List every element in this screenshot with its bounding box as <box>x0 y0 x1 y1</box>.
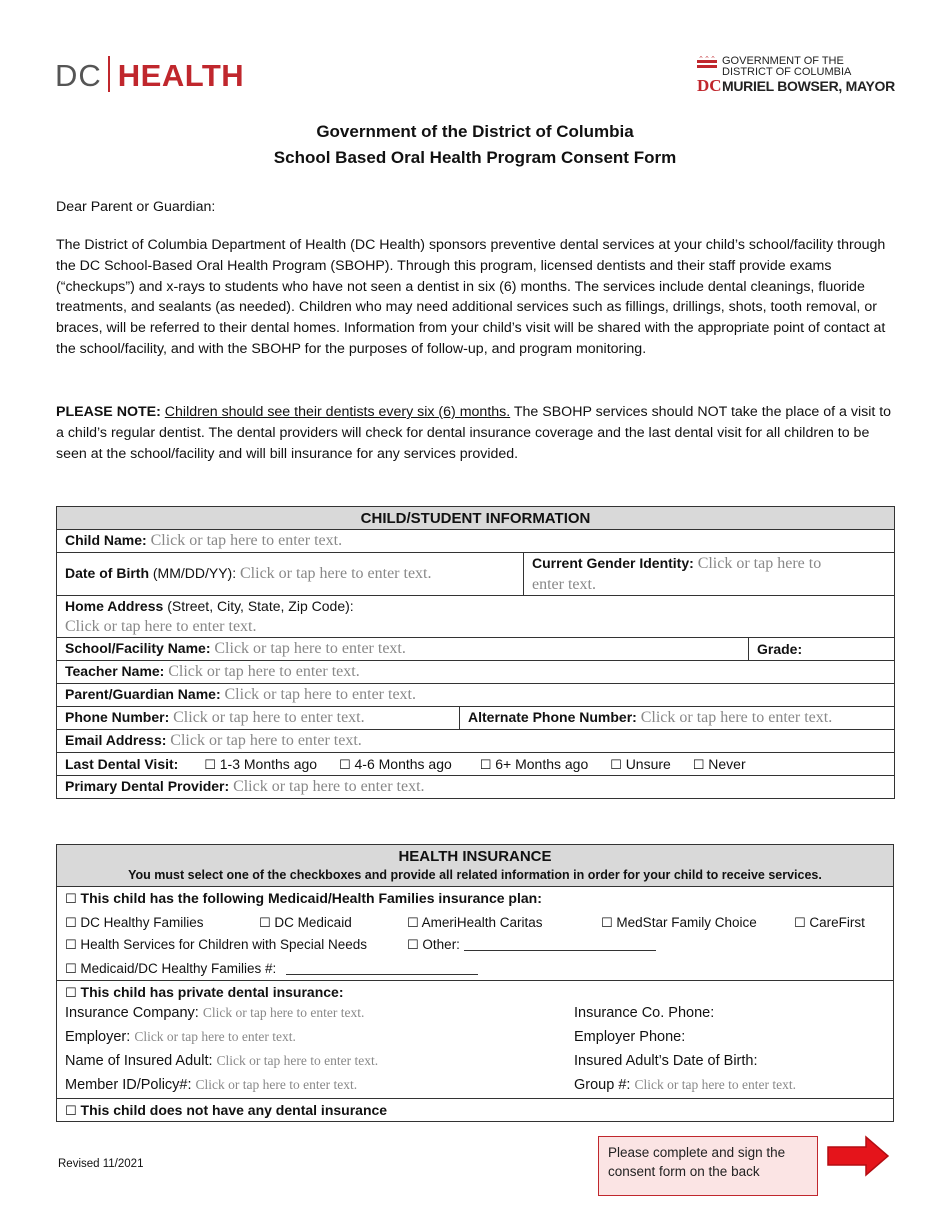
dob-field[interactable]: Date of Birth (MM/DD/YY): Click or tap here to enter text. <box>57 553 524 596</box>
gov-line-2: DISTRICT OF COLUMBIA <box>722 66 852 78</box>
last-visit-row: Last Dental Visit: ☐ 1-3 Months ago ☐ 4-6 Months ago ☐ 6+ Months ago ☐ Unsure ☐ Never <box>57 753 895 776</box>
child-info-table <box>56 506 895 799</box>
insurance-heading-cell <box>57 845 894 887</box>
school-field[interactable]: School/Facility Name: Click or tap here to enter text. <box>57 638 749 661</box>
visit-option-1-3-months[interactable]: ☐ 1-3 Months ago <box>204 755 318 773</box>
dc-government-logo <box>697 54 897 96</box>
plan-other[interactable]: ☐ Other: <box>407 937 656 953</box>
note-underlined: Children should see their dentists every six (6) months. <box>164 404 511 420</box>
insured-dob-field[interactable]: Insured Adult’s Date of Birth: <box>574 1053 758 1069</box>
plan-amerihealth[interactable]: ☐ AmeriHealth Caritas <box>407 915 543 931</box>
plan-dc-medicaid[interactable]: ☐ DC Medicaid <box>259 915 352 931</box>
medicaid-number-blank[interactable] <box>286 962 478 975</box>
medicaid-checkbox[interactable]: ☐ This child has the following Medicaid/Health Families insurance plan: <box>65 890 542 907</box>
revised-date: Revised 11/2021 <box>58 1158 144 1170</box>
arrow-right-icon <box>826 1135 890 1177</box>
phone-field[interactable]: Phone Number: Click or tap here to enter text. <box>57 707 460 730</box>
child-name-field[interactable]: Child Name: Click or tap here to enter text. <box>57 530 895 553</box>
employer-phone-field[interactable]: Employer Phone: <box>574 1029 686 1045</box>
note-paragraph <box>56 402 896 464</box>
medicaid-section <box>57 887 894 981</box>
address-field[interactable]: Home Address (Street, City, State, Zip Code): Click or tap here to enter text. <box>57 596 895 638</box>
gov-logo-dc: DC <box>697 76 722 95</box>
dc-health-logo <box>55 56 244 94</box>
visit-option-6-plus-months[interactable]: ☐ 6+ Months ago <box>479 755 589 773</box>
grade-field[interactable]: Grade: <box>749 638 895 661</box>
page-title: Government of the District of Columbia <box>316 122 634 141</box>
logo-dc-text: DC <box>55 58 102 93</box>
gov-line-1: GOVERNMENT OF THE <box>722 55 844 67</box>
private-insurance-checkbox[interactable]: ☐ This child has private dental insurance: <box>65 984 344 1001</box>
no-insurance-checkbox[interactable]: ☐ This child does not have any dental insurance <box>57 1099 894 1122</box>
visit-option-4-6-months[interactable]: ☐ 4-6 Months ago <box>338 755 452 773</box>
plan-dc-healthy-families[interactable]: ☐ DC Healthy Families <box>65 915 204 931</box>
note-rest: The SBOHP services should NOT take the place of a visit to a child’s regular dentist. The dental providers will check for dental insurance coverage and the last dental visit for all children to be seen at the school/facility and will bill insurance for any services provided. <box>56 404 892 462</box>
visit-option-unsure[interactable]: ☐ Unsure <box>610 755 671 773</box>
visit-option-never[interactable]: ☐ Never <box>692 755 746 773</box>
plan-special-needs[interactable]: ☐ Health Services for Children with Special Needs <box>65 937 368 953</box>
child-info-heading: CHILD/STUDENT INFORMATION <box>57 507 895 530</box>
group-number-field[interactable]: Group #: Click or tap here to enter text. <box>574 1077 797 1093</box>
dental-provider-field[interactable]: Primary Dental Provider: Click or tap here to enter text. <box>57 776 895 799</box>
plan-carefirst[interactable]: ☐ CareFirst <box>794 915 865 931</box>
dc-flag-icon <box>697 56 719 78</box>
insurance-company-field[interactable]: Insurance Company: Click or tap here to enter text. <box>65 1005 365 1021</box>
insurance-table <box>56 844 894 1122</box>
insured-name-field[interactable]: Name of Insured Adult: Click or tap here to enter text. <box>65 1053 379 1069</box>
other-blank[interactable] <box>464 938 656 951</box>
parent-field[interactable]: Parent/Guardian Name: Click or tap here to enter text. <box>57 684 895 707</box>
gov-mayor: MURIEL BOWSER, MAYOR <box>722 78 895 94</box>
email-field[interactable]: Email Address: Click or tap here to enter text. <box>57 730 895 753</box>
note-label: PLEASE NOTE: <box>56 404 161 420</box>
intro-paragraph: The District of Columbia Department of Health (DC Health) sponsors preventive dental services at your child’s school/facility through the DC School-Based Oral Health Program (SBOHP). Through this program, licensed dentists and their staff provide exams (“checkups”) and x-rays to students who have not seen a dentist in six (6) months. The services include dental cleanings, fluoride treatments, and sealants (as needed). Children who may need additional services such as fillings, drillings, shots, tooth removal, or braces, will be referred to their dental homes. Information from your child’s visit will be shared with the appropriate point of contact at the school/facility, and with the SBOHP for the purposes of follow-up, and program monitoring. <box>56 237 886 357</box>
insurance-phone-field[interactable]: Insurance Co. Phone: <box>574 1005 715 1021</box>
employer-field[interactable]: Employer: Click or tap here to enter text. <box>65 1029 296 1045</box>
insurance-subheading: You must select one of the checkboxes and provide all related information in order for your child to receive services. <box>128 867 822 882</box>
gender-field[interactable]: Current Gender Identity: Click or tap here to enter text. <box>524 553 895 596</box>
logo-health-text: HEALTH <box>117 58 245 93</box>
logo-divider <box>108 56 110 92</box>
alt-phone-field[interactable]: Alternate Phone Number: Click or tap here to enter text. <box>460 707 895 730</box>
private-insurance-section <box>57 981 894 1099</box>
salutation: Dear Parent or Guardian: <box>56 199 216 215</box>
back-page-notice: Please complete and sign the consent form on the back <box>598 1136 818 1196</box>
plan-medstar[interactable]: ☐ MedStar Family Choice <box>601 915 757 931</box>
plan-medicaid-number[interactable]: ☐ Medicaid/DC Healthy Families #: <box>65 961 478 977</box>
insurance-heading: HEALTH INSURANCE <box>398 847 552 865</box>
teacher-field[interactable]: Teacher Name: Click or tap here to enter text. <box>57 661 895 684</box>
member-id-field[interactable]: Member ID/Policy#: Click or tap here to enter text. <box>65 1077 358 1093</box>
page-subtitle: School Based Oral Health Program Consent Form <box>273 148 677 167</box>
